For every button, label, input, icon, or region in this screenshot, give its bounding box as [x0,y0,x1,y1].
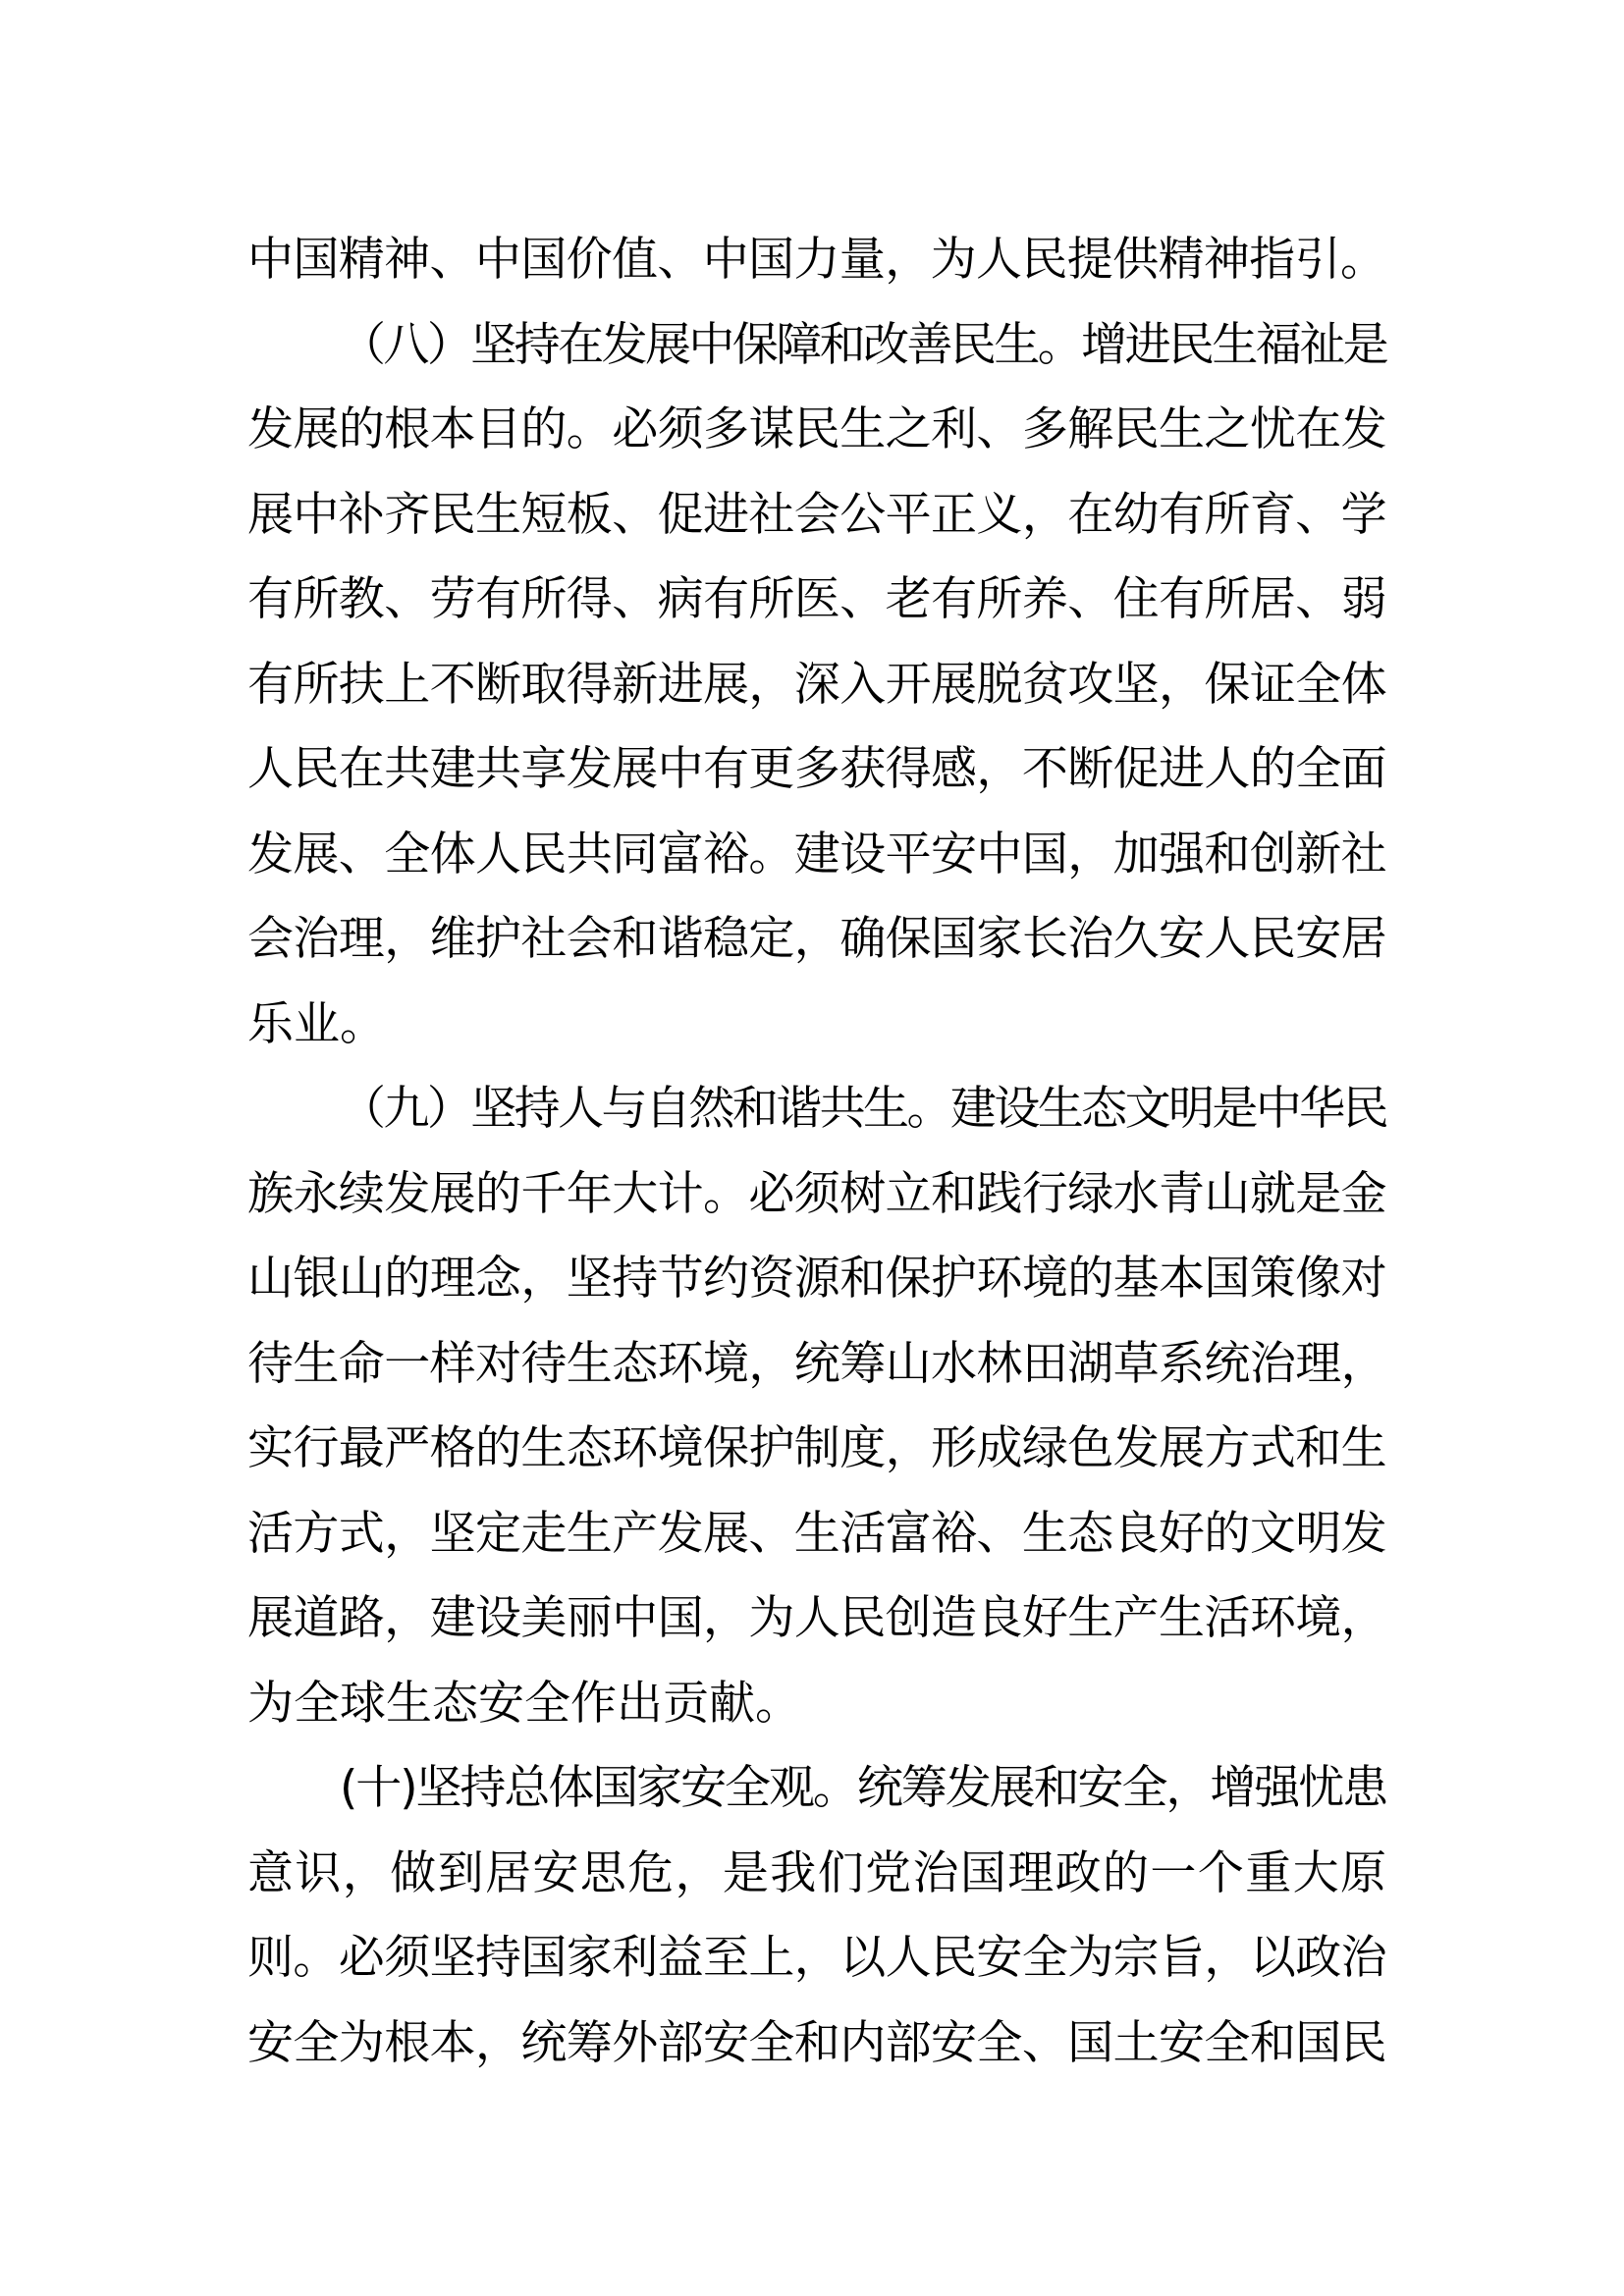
text-line: 发展的根本目的。必须多谋民生之利、多解民生之忧在发 [247,402,1386,456]
text-line: 发展、全体人民共同富裕。建设平安中国，加强和创新社 [247,827,1386,881]
paragraph-heading-9: （九）坚持人与自然和谐共生。建设生态文明是中华民 [340,1082,1386,1136]
text-line: 待生命一样对待生态环境，统筹山水林田湖草系统治理， [247,1336,1386,1391]
text-line: 则。必须坚持国家利益至上，以人民安全为宗旨，以政治 [247,1931,1386,1985]
text-line: 展中补齐民生短板、促进社会公平正义，在幼有所育、学 [247,487,1386,542]
text-line: 中国精神、中国价值、中国力量，为人民提供精神指引。 [247,233,1386,287]
text-line: 活方式，坚定走生产发展、生活富裕、生态良好的文明发 [247,1506,1386,1561]
text-line: 人民在共建共享发展中有更多获得感，不断促进人的全面 [247,742,1386,796]
text-line: 有所扶上不断取得新进展，深入开展脱贫攻坚，保证全体 [247,657,1386,712]
text-line: 为全球生态安全作出贡献。 [247,1676,801,1731]
text-line: 安全为根本，统筹外部安全和内部安全、国土安全和国民 [247,2015,1386,2070]
text-line: 族永续发展的千年大计。必须树立和践行绿水青山就是金 [247,1166,1386,1221]
paragraph-heading-8: （八）坚持在发展中保障和改善民生。增进民生福祉是 [340,317,1386,372]
text-line: 乐业。 [247,996,386,1051]
text-line: 意识，做到居安思危，是我们党治国理政的一个重大原 [247,1845,1386,1900]
paragraph-heading-10: (十)坚持总体国家安全观。统筹发展和安全，增强忧患 [340,1761,1386,1815]
text-line: 会治理，维护社会和谐稳定，确保国家长治久安人民安居 [247,912,1386,966]
text-line: 有所教、劳有所得、病有所医、老有所养、住有所居、弱 [247,572,1386,626]
text-line: 展道路，建设美丽中国，为人民创造良好生产生活环境， [247,1591,1386,1645]
text-line: 实行最严格的生态环境保护制度，形成绿色发展方式和生 [247,1421,1386,1475]
body-text [247,218,1386,2086]
text-line: 山银山的理念，坚持节约资源和保护环境的基本国策像对 [247,1252,1386,1306]
